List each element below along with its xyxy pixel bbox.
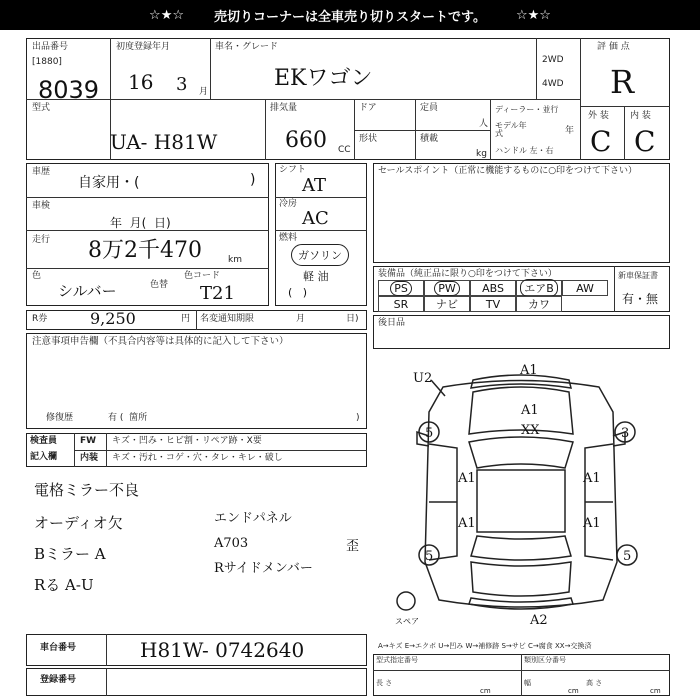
recycle-label: R券 — [32, 314, 48, 324]
color-label: 色 — [32, 271, 42, 281]
capacity-label: 定員 — [420, 103, 439, 113]
dmg-xx: XX — [521, 423, 540, 438]
displacement-value: 660 — [285, 128, 327, 153]
length-unit: cm — [480, 687, 491, 695]
model-value: UA- H81W — [110, 130, 218, 154]
fuel-paren: ( ) — [288, 286, 308, 299]
equipment-grid — [378, 280, 610, 312]
equipment-item: ナビ — [424, 296, 470, 312]
dealer-label: ディーラー・並行 — [495, 105, 559, 114]
drive-2wd: 2WD — [542, 55, 564, 65]
interior-value: C — [634, 125, 656, 158]
notes-box — [26, 333, 367, 429]
mileage-unit: km — [228, 255, 242, 265]
capacity-unit: 人 — [479, 119, 489, 129]
color-change-label: 色替 — [150, 280, 169, 290]
load-label: 積載 — [420, 134, 439, 144]
interior-label: 内 装 — [630, 111, 651, 121]
dmg-wheel-rr: 5 — [623, 549, 632, 564]
width-unit: cm — [568, 687, 579, 695]
inspector-note: オーディオ欠 — [34, 514, 123, 532]
notice-label: 名変通知期限 — [200, 314, 255, 324]
equipment-item: ABS — [470, 280, 516, 296]
banner-stars-right: ☆★☆ — [515, 7, 551, 23]
history-value: 自家用・( — [78, 175, 140, 191]
recycle-unit: 円 — [181, 314, 191, 324]
repair-label: 修復歴 — [46, 413, 74, 423]
recycle-value: 9,250 — [90, 309, 136, 328]
color-code-label: 色コード — [184, 271, 221, 281]
length-label: 長 さ — [376, 679, 393, 687]
model-year-unit: 年 — [565, 126, 575, 136]
mileage-value: 8万2千470 — [88, 238, 202, 263]
car-name-value: EKワゴン — [274, 66, 373, 91]
dmg-a1-left-rear: A1 — [458, 516, 476, 531]
spec-label1: 型式指定番号 — [376, 656, 418, 664]
fw-items: キズ・凹み・ヒビ割・リペア跡・X要 — [112, 436, 262, 446]
equipment-item: PW — [424, 280, 470, 296]
diagram-legend: A→キズ E→エクボ U→凹み W→補修跡 S→サビ C→腐食 XX→交換済 — [378, 642, 592, 650]
inspector-note-mark: 歪 — [346, 539, 360, 554]
registration-box — [373, 315, 670, 349]
exterior-value: C — [590, 125, 612, 158]
first-reg-month: 3 — [176, 74, 188, 95]
equipment-item: カワ — [516, 296, 562, 312]
selling-label: セールスポイント（正常に機能するものに○印をつけて下さい） — [378, 166, 638, 176]
color-value: シルバー — [58, 282, 117, 300]
chassis-value: H81W- 0742640 — [140, 638, 305, 662]
banner-stars-left: ☆★☆ — [149, 7, 185, 23]
lot-label: 出品番号 — [32, 42, 69, 52]
displacement-label: 排気量 — [270, 103, 298, 113]
lot-sub: [1880] — [32, 57, 62, 67]
inspection-label: 車検 — [32, 201, 51, 211]
dmg-a1-left-front: A1 — [458, 471, 476, 486]
dmg-a1-right-front: A1 — [583, 471, 601, 486]
fuel-value: ガソリン — [291, 244, 349, 266]
roof — [477, 470, 565, 532]
reg-box — [26, 668, 367, 696]
rear-window — [471, 536, 571, 560]
selling-box — [373, 163, 670, 263]
dmg-wheel-fl: 5 — [425, 426, 434, 441]
exterior-label: 外 装 — [588, 111, 609, 121]
color-code-value: T21 — [200, 283, 235, 304]
car-diagram — [373, 352, 670, 632]
spare-wheel — [397, 592, 415, 610]
tailgate — [471, 562, 571, 596]
rating-value: R — [610, 63, 635, 101]
spare-label: スペア — [395, 617, 419, 626]
inspector-label1: 検査員 — [30, 436, 58, 446]
notice-month: 月 — [296, 314, 306, 324]
fuel-option: 軽 油 — [303, 270, 329, 283]
fw-label: FW — [80, 436, 97, 446]
ac-label: 冷房 — [279, 199, 298, 209]
height-label: 高 さ — [586, 679, 603, 687]
width-label: 幅 — [524, 679, 531, 687]
registration-label: 後日品 — [378, 318, 406, 328]
shift-value: AT — [302, 175, 327, 196]
inspector-notes-right — [214, 512, 364, 575]
banner-text: 売切りコーナーは全車売り切りスタートです。 — [214, 9, 486, 25]
ac-value: AC — [302, 208, 329, 229]
inspector-note: Bミラー A — [34, 545, 106, 563]
first-reg-year: 16 — [128, 70, 154, 94]
load-unit: kg — [476, 149, 487, 159]
inspector-note: Rる A-U — [34, 576, 94, 594]
interior-defect-label: 内装 — [80, 453, 99, 463]
equipment-item: エアB — [516, 280, 562, 296]
windshield — [469, 437, 573, 468]
handle-label: ハンドル 左・右 — [495, 146, 554, 155]
displacement-unit: CC — [338, 145, 351, 155]
spec-label2: 類別区分番号 — [524, 656, 566, 664]
warranty-options: 有・無 — [622, 292, 659, 306]
equipment-item: AW — [562, 280, 608, 296]
mileage-label: 走行 — [32, 235, 51, 245]
rating-label: 評 価 点 — [597, 42, 630, 52]
dmg-a1-hood: A1 — [521, 403, 539, 418]
inspector-note-right: Rサイドメンバー — [214, 561, 313, 576]
fuel-label: 燃料 — [279, 233, 298, 243]
inspector-label2: 記入欄 — [30, 452, 58, 462]
inspection-value: 年 月( 日) — [110, 216, 171, 230]
chassis-label: 車台番号 — [40, 643, 77, 653]
dmg-wheel-fr: 3 — [621, 426, 630, 441]
notice-day: 日) — [346, 314, 359, 324]
equipment-item: SR — [378, 296, 424, 312]
height-unit: cm — [650, 687, 661, 695]
lot-number: 8039 — [38, 76, 100, 104]
reg-label: 登録番号 — [40, 675, 77, 685]
dmg-u2: U2 — [413, 371, 433, 386]
inspector-note: 電格ミラー不良 — [34, 481, 140, 499]
new-warranty-label: 新車保証書 — [618, 271, 658, 280]
inspector-notes — [34, 483, 204, 593]
inspector-note-right: A703 — [214, 536, 249, 551]
interior-items: キズ・汚れ・コゲ・穴・タレ・キレ・破し — [112, 453, 283, 463]
dmg-wheel-rl: 5 — [425, 549, 434, 564]
history-label: 車歴 — [32, 167, 51, 177]
top-banner — [0, 0, 700, 30]
dmg-a1-right-rear: A1 — [583, 516, 601, 531]
model-label: 型式 — [32, 103, 51, 113]
drive-4wd: 4WD — [542, 79, 564, 89]
dmg-a1-front: A1 — [520, 363, 538, 378]
repair-close: ) — [356, 413, 360, 423]
notes-label: 注意事項申告欄（不具合内容等は具体的に記入して下さい） — [32, 336, 289, 347]
doors-label: ドア — [359, 103, 377, 113]
model-year-label: モデル年式 — [495, 121, 527, 138]
first-reg-month-unit: 月 — [199, 87, 209, 97]
inspector-note-right: エンドパネル — [214, 511, 292, 526]
dmg-a2-rear: A2 — [530, 613, 548, 628]
history-close: ) — [250, 172, 256, 188]
equipment-label: 装備品（純正品に限り○印をつけて下さい） — [378, 269, 557, 279]
shift-label: シフト — [279, 165, 307, 175]
shape-label: 形状 — [359, 134, 378, 144]
first-reg-label: 初度登録年月 — [116, 42, 171, 52]
equipment-item: TV — [470, 296, 516, 312]
equipment-item: PS — [378, 280, 424, 296]
repair-value: 有 ( 箇所 — [108, 413, 148, 423]
car-name-label: 車名・グレード — [215, 42, 279, 52]
